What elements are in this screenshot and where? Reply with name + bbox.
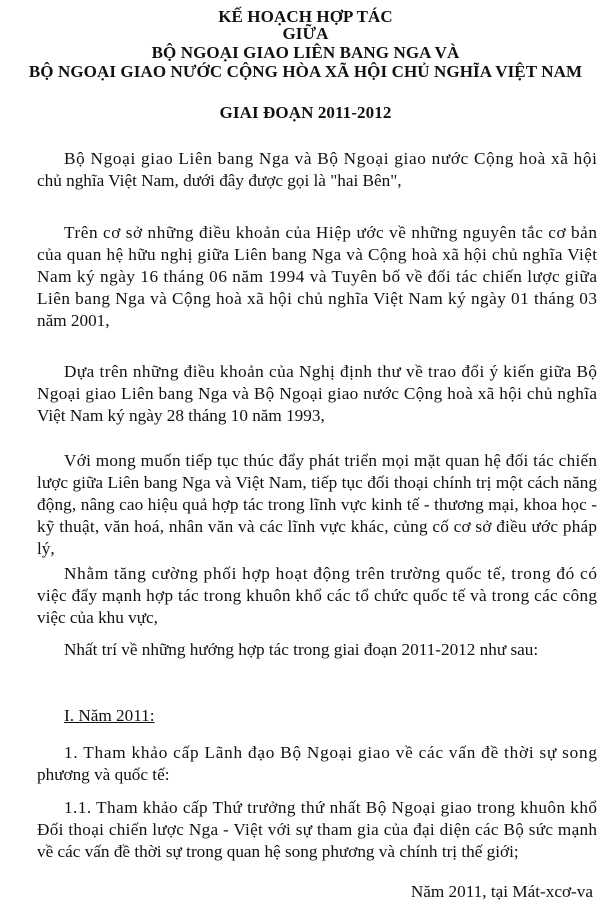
paragraph-line: Việt Nam ký ngày 28 tháng 10 năm 1993, <box>37 406 325 425</box>
paragraph-line: năm 2001, <box>37 311 110 330</box>
paragraph-protocol <box>37 361 597 427</box>
paragraph-parties <box>37 148 597 192</box>
item-line: Đối thoại chiến lược Nga - Việt với sự tham gia của đại diện các Bộ sức mạnh <box>37 820 598 839</box>
paragraph-line: chủ nghĩa Việt Nam, dưới đây được gọi là "hai Bên", <box>37 171 402 190</box>
title-line-2: GIỮA <box>282 24 329 43</box>
paragraph-line: Ngoại giao Liên bang Nga và Bộ Ngoại giao nước Cộng hoà xã hội chủ nghĩa <box>37 384 598 403</box>
paragraph-international <box>37 563 597 629</box>
item-strategic-dialogue <box>37 797 597 863</box>
item-line: về các vấn đề thời sự trong quan hệ song phương và chính trị thế giới; <box>37 842 519 861</box>
paragraph-line: Trên cơ sở những điều khoản của Hiệp ước về những nguyên tắc cơ bản <box>64 223 598 242</box>
paragraph-line: việc đẩy mạnh hợp tác trong khuôn khổ các tổ chức quốc tế và trong các công <box>37 586 598 605</box>
item-consultation <box>37 742 597 786</box>
paragraph-line: Nhất trí về những hướng hợp tác trong giai đoạn 2011-2012 như sau: <box>64 640 539 659</box>
paragraph-line: Nhằm tăng cường phối hợp hoạt động trên trường quốc tế, trong đó có <box>64 564 598 583</box>
paragraph-line: của quan hệ hữu nghị giữa Liên bang Nga và Cộng hoà xã hội chủ nghĩa Việt <box>37 245 598 264</box>
paragraph-line: lược giữa Liên bang Nga và Việt Nam, tiếp tục đối thoại chính trị một cách năng <box>37 473 598 492</box>
paragraph-line: kỹ thuật, văn hoá, nhân văn và các lĩnh vực khác, củng cố cơ sở điều ước pháp <box>37 517 598 536</box>
closing-location: Năm 2011, tại Mát-xcơ-va <box>410 882 593 901</box>
period-heading: GIAI ĐOẠN 2011-2012 <box>219 103 392 122</box>
item-line: phương và quốc tế: <box>37 765 170 784</box>
paragraph-line: Bộ Ngoại giao Liên bang Nga và Bộ Ngoại giao nước Cộng hoà xã hội <box>64 149 598 168</box>
item-line: 1.1. Tham khảo cấp Thứ trưởng thứ nhất Bộ Ngoại giao trong khuôn khổ <box>64 798 598 817</box>
paragraph-treaty <box>37 222 597 332</box>
paragraph-aspiration <box>37 450 597 560</box>
paragraph-line: động, nâng cao hiệu quả hợp tác trong lĩnh vực kinh tế - thương mại, khoa học - <box>37 495 598 514</box>
paragraph-line: lý, <box>37 539 55 558</box>
section-heading: I. Năm 2011: <box>64 706 155 725</box>
paragraph-line: Liên bang Nga và Cộng hoà xã hội chủ nghĩa Việt Nam ký ngày 01 tháng 03 <box>37 289 598 308</box>
title-line-3: BỘ NGOẠI GIAO LIÊN BANG NGA VÀ <box>151 43 460 62</box>
paragraph-agreement <box>37 639 597 661</box>
title-line-4: BỘ NGOẠI GIAO NƯỚC CỘNG HÒA XÃ HỘI CHỦ NGHĨA VIỆT NAM <box>28 62 583 81</box>
paragraph-line: Nam ký ngày 16 tháng 06 năm 1994 và Tuyên bố về đối tác chiến lược giữa <box>37 267 598 286</box>
paragraph-line: Dựa trên những điều khoản của Nghị định thư về trao đổi ý kiến giữa Bộ <box>64 362 598 381</box>
paragraph-line: Với mong muốn tiếp tục thúc đẩy phát triển mọi mặt quan hệ đối tác chiến <box>64 451 598 470</box>
item-line: 1. Tham khảo cấp Lãnh đạo Bộ Ngoại giao về các vấn đề thời sự song <box>64 743 598 762</box>
paragraph-line: việc của khu vực, <box>37 608 158 627</box>
title-line-1: KẾ HOẠCH HỢP TÁC <box>218 7 393 26</box>
